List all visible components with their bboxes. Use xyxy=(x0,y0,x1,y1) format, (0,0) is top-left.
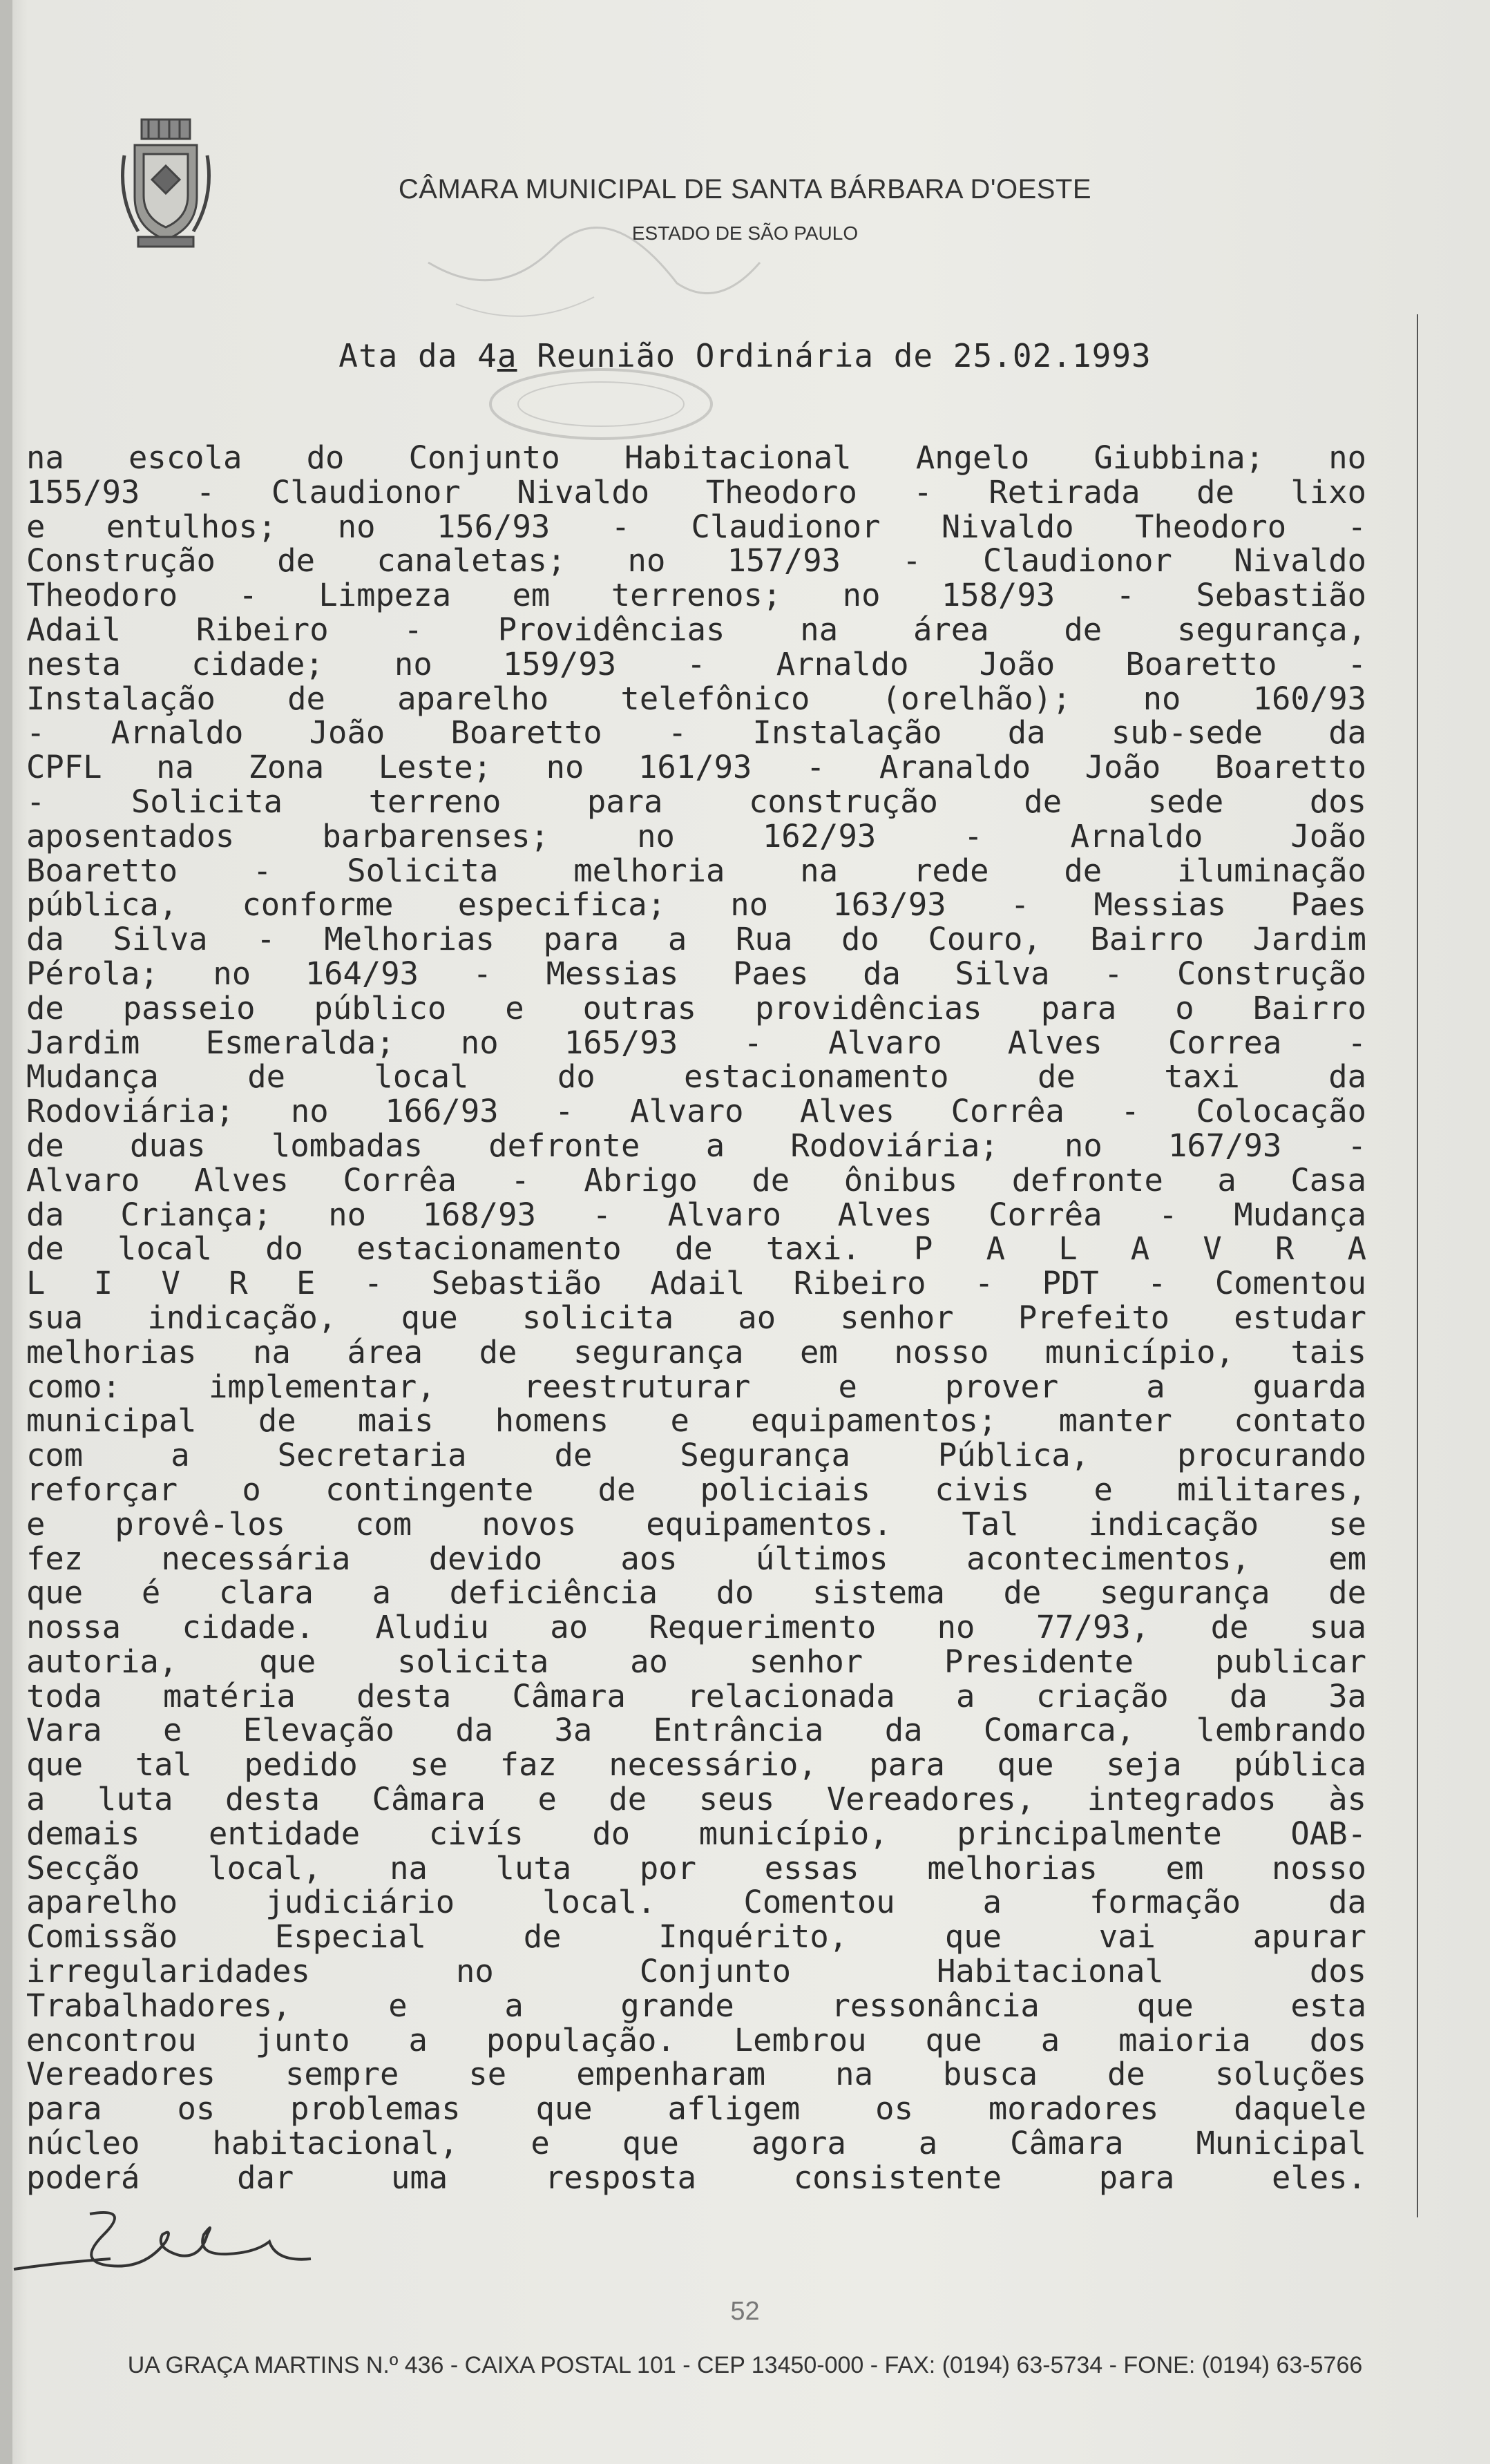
text-line: e provê-los com novos equipamentos. Tal indicação se xyxy=(26,1505,1366,1543)
signature-icon xyxy=(7,2193,338,2290)
text-line: núcleo habitacional, e que agora a Câmara Municipal xyxy=(26,2125,1366,2162)
text-line: da Criança; no 168/93 - Alvaro Alves Corrêa - Mudança xyxy=(26,1196,1366,1233)
text-line: Vara e Elevação da 3a Entrância da Comarca, lembrando xyxy=(26,1712,1366,1749)
text-line: - Solicita terreno para construção de sede dos xyxy=(26,783,1366,820)
text-line: de duas lombadas defronte a Rodoviária; no 167/93 - xyxy=(26,1127,1366,1164)
text-line: melhorias na área de segurança em nosso município, tais xyxy=(26,1333,1366,1371)
stamp-icon xyxy=(484,363,718,446)
text-line: demais entidade civís do município, principalmente OAB- xyxy=(26,1815,1366,1852)
margin-rule xyxy=(1417,314,1418,2217)
text-line: nesta cidade; no 159/93 - Arnaldo João Boaretto - xyxy=(26,645,1366,682)
text-line: e entulhos; no 156/93 - Claudionor Nivaldo Theodoro - xyxy=(26,508,1366,545)
text-line: CPFL na Zona Leste; no 161/93 - Aranaldo João Boaretto xyxy=(26,749,1366,786)
text-line: nossa cidade. Aludiu ao Requerimento no 77/93, de sua xyxy=(26,1609,1366,1646)
text-line: Trabalhadores, e a grande ressonância que esta xyxy=(26,1987,1366,2024)
text-line: que tal pedido se faz necessário, para que seja pública xyxy=(26,1746,1366,1784)
text-line: sua indicação, que solicita ao senhor Prefeito estudar xyxy=(26,1299,1366,1336)
institution-name: CÂMARA MUNICIPAL DE SANTA BÁRBARA D'OESTE xyxy=(398,174,1092,204)
text-line: de local do estacionamento de taxi. P A L A V R A xyxy=(26,1230,1366,1268)
text-line: reforçar o contingente de policiais civis e militares, xyxy=(26,1471,1366,1508)
institution-state: ESTADO DE SÃO PAULO xyxy=(631,222,859,244)
footer-address: UA GRAÇA MARTINS N.º 436 - CAIXA POSTAL 101 - CEP 13450-000 - FAX: (0194) 63-5734 - FONE: (0194) 63-5766 xyxy=(127,2352,1363,2378)
title-ordinal: a xyxy=(497,337,517,374)
text-line: encontrou junto a população. Lembrou que a maioria dos xyxy=(26,2021,1366,2059)
text-line: para os problemas que afligem os moradores daquele xyxy=(26,2090,1366,2128)
text-line: Theodoro - Limpeza em terrenos; no 158/93 - Sebastião xyxy=(26,577,1366,614)
text-line: poderá dar uma resposta consistente para eles. xyxy=(26,2159,1366,2196)
title-suffix: Reunião Ordinária de 25.02.1993 xyxy=(517,337,1152,374)
document-title xyxy=(0,337,1490,374)
title-prefix: Ata da 4 xyxy=(338,337,497,374)
text-line: Vereadores sempre se empenharam na busca de soluções xyxy=(26,2056,1366,2093)
text-line: fez necessária devido aos últimos acontecimentos, em xyxy=(26,1540,1366,1577)
text-line: - Arnaldo João Boaretto - Instalação da sub-sede da xyxy=(26,714,1366,752)
text-line: Instalação de aparelho telefônico (orelhão); no 160/93 xyxy=(26,680,1366,717)
text-line: aparelho judiciário local. Comentou a formação da xyxy=(26,1884,1366,1921)
text-line: L I V R E - Sebastião Adail Ribeiro - PDT - Comentou xyxy=(26,1265,1366,1302)
page-number: 52 xyxy=(730,2297,760,2326)
text-line: 155/93 - Claudionor Nivaldo Theodoro - Retirada de lixo xyxy=(26,473,1366,510)
text-line: Construção de canaletas; no 157/93 - Claudionor Nivaldo xyxy=(26,542,1366,580)
text-line: que é clara a deficiência do sistema de segurança de xyxy=(26,1574,1366,1612)
text-line: a luta desta Câmara e de seus Vereadores, integrados às xyxy=(26,1781,1366,1818)
text-line: Jardim Esmeralda; no 165/93 - Alvaro Alves Correa - xyxy=(26,1024,1366,1061)
text-line: de passeio público e outras providências para o Bairro xyxy=(26,989,1366,1026)
text-line: como: implementar, reestruturar e prover a guarda xyxy=(26,1368,1366,1405)
text-line: Alvaro Alves Corrêa - Abrigo de ônibus defronte a Casa xyxy=(26,1161,1366,1198)
text-line: pública, conforme especifica; no 163/93 - Messias Paes xyxy=(26,886,1366,924)
text-line: com a Secretaria de Segurança Pública, procurando xyxy=(26,1437,1366,1474)
handwritten-mark-icon xyxy=(414,221,774,345)
text-line: Secção local, na luta por essas melhorias em nosso xyxy=(26,1849,1366,1887)
text-line: na escola do Conjunto Habitacional Angelo Giubbina; no xyxy=(26,439,1366,476)
text-line: toda matéria desta Câmara relacionada a criação da 3a xyxy=(26,1677,1366,1715)
text-line: Rodoviária; no 166/93 - Alvaro Alves Corrêa - Colocação xyxy=(26,1093,1366,1130)
text-line: Pérola; no 164/93 - Messias Paes da Silva - Construção xyxy=(26,955,1366,992)
text-line: municipal de mais homens e equipamentos; manter contato xyxy=(26,1402,1366,1440)
text-line: aposentados barbarenses; no 162/93 - Arnaldo João xyxy=(26,817,1366,854)
text-line: Adail Ribeiro - Providências na área de segurança, xyxy=(26,611,1366,648)
text-line: Boaretto - Solicita melhoria na rede de iluminação xyxy=(26,852,1366,889)
text-line: Mudança de local do estacionamento de taxi da xyxy=(26,1058,1366,1096)
text-line: irregularidades no Conjunto Habitacional dos xyxy=(26,1953,1366,1990)
text-line: da Silva - Melhorias para a Rua do Couro, Bairro Jardim xyxy=(26,921,1366,958)
minutes-body xyxy=(26,441,1366,2195)
text-line: Comissão Especial de Inquérito, que vai apurar xyxy=(26,1918,1366,1956)
text-line: autoria, que solicita ao senhor Presidente publicar xyxy=(26,1643,1366,1680)
